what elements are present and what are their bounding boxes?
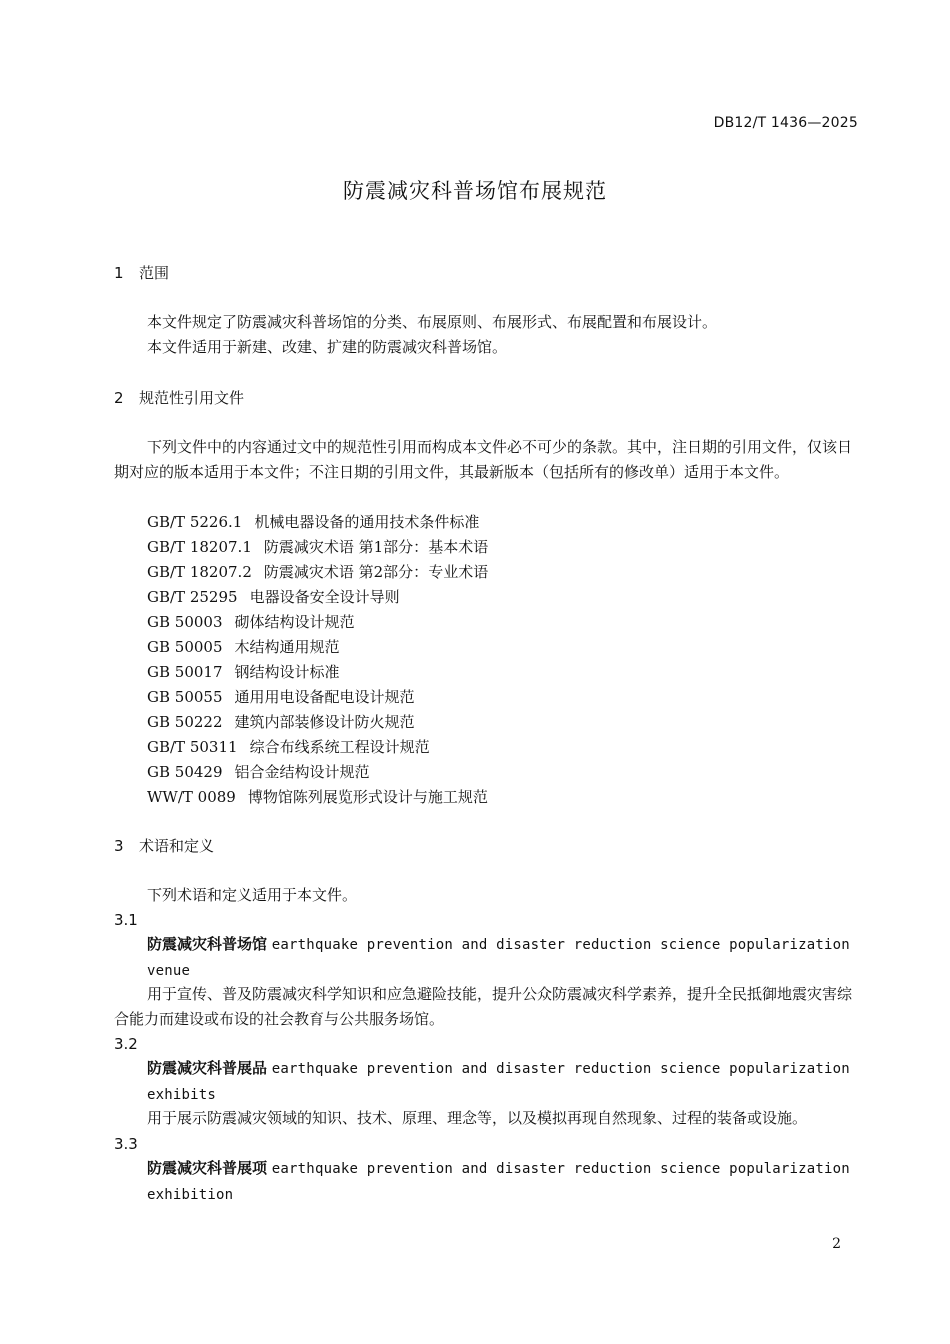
reference-name: 防震减灾术语 第2部分：专业术语 xyxy=(263,563,489,581)
term-english: earthquake prevention and disaster reduction science popularization venue xyxy=(147,937,850,979)
reference-name: 博物馆陈列展览形式设计与施工规范 xyxy=(247,788,488,806)
reference-code: GB 50055 xyxy=(147,688,223,706)
reference-item xyxy=(147,636,340,657)
reference-item xyxy=(147,661,340,682)
reference-item xyxy=(147,611,355,632)
reference-name: 机械电器设备的通用技术条件标准 xyxy=(254,513,480,531)
term-entry xyxy=(147,1056,860,1108)
section-3-heading xyxy=(114,835,214,856)
reference-code: GB 50222 xyxy=(147,713,223,731)
reference-item xyxy=(147,686,415,707)
reference-code: GB 50429 xyxy=(147,763,223,781)
term-definition: 用于展示防震减灾领域的知识、技术、原理、理念等，以及模拟再现自然现象、过程的装备或设施。 xyxy=(147,1109,808,1127)
section-title: 规范性引用文件 xyxy=(139,389,245,407)
reference-name: 电器设备安全设计导则 xyxy=(249,588,400,606)
term-english: earthquake prevention and disaster reduction science popularization exhibition xyxy=(147,1161,850,1203)
reference-item xyxy=(147,586,400,607)
reference-name: 木结构通用规范 xyxy=(234,638,340,656)
reference-name: 砌体结构设计规范 xyxy=(234,613,355,631)
reference-item xyxy=(147,786,488,807)
reference-item xyxy=(147,536,488,557)
term-english: earthquake prevention and disaster reduction science popularization exhibits xyxy=(147,1061,850,1103)
reference-name: 防震减灾术语 第1部分：基本术语 xyxy=(263,538,489,556)
term-number: 3.1 xyxy=(114,911,138,929)
section-number: 1 xyxy=(114,264,124,282)
term-entry xyxy=(147,1156,860,1208)
reference-item xyxy=(147,711,415,732)
page-number: 2 xyxy=(832,1236,841,1252)
reference-item xyxy=(147,511,479,532)
reference-name: 建筑内部装修设计防火规范 xyxy=(234,713,415,731)
reference-code: GB/T 18207.2 xyxy=(147,563,252,581)
reference-code: GB/T 5226.1 xyxy=(147,513,243,531)
term-chinese: 防震减灾科普场馆 xyxy=(147,935,268,953)
document-title: 防震减灾科普场馆布展规范 xyxy=(343,179,607,203)
reference-code: WW/T 0089 xyxy=(147,788,236,806)
reference-name: 钢结构设计标准 xyxy=(234,663,340,681)
paragraph: 本文件规定了防震减灾科普场馆的分类、布展原则、布展形式、布展配置和布展设计。 xyxy=(147,313,718,331)
reference-code: GB 50003 xyxy=(147,613,223,631)
section-number: 2 xyxy=(114,389,124,407)
paragraph: 下列文件中的内容通过文中的规范性引用而构成本文件必不可少的条款。其中，注日期的引用文件，仅该日期对应的版本适用于本文件；不注日期的引用文件，其最新版本（包括所有的修改单）适用于本文件。 xyxy=(114,438,853,481)
reference-code: GB/T 25295 xyxy=(147,588,238,606)
reference-code: GB/T 50311 xyxy=(147,738,238,756)
term-number: 3.2 xyxy=(114,1035,138,1053)
section-title: 术语和定义 xyxy=(139,837,215,855)
reference-name: 通用用电设备配电设计规范 xyxy=(234,688,415,706)
section-number: 3 xyxy=(114,837,124,855)
term-chinese: 防震减灾科普展项 xyxy=(147,1159,268,1177)
section-1-heading xyxy=(114,262,169,283)
reference-item xyxy=(147,761,370,782)
reference-code: GB 50017 xyxy=(147,663,223,681)
reference-name: 综合布线系统工程设计规范 xyxy=(249,738,430,756)
reference-code: GB/T 18207.1 xyxy=(147,538,252,556)
paragraph: 下列术语和定义适用于本文件。 xyxy=(147,886,358,904)
reference-code: GB 50005 xyxy=(147,638,223,656)
term-number: 3.3 xyxy=(114,1135,138,1153)
reference-item xyxy=(147,736,430,757)
reference-name: 铝合金结构设计规范 xyxy=(234,763,370,781)
document-number: DB12/T 1436—2025 xyxy=(713,115,858,131)
section-2-heading xyxy=(114,387,244,408)
term-definition: 用于宣传、普及防震减灾科学知识和应急避险技能，提升公众防震减灾科学素养，提升全民抵御地震灾害综合能力而建设或布设的社会教育与公共服务场馆。 xyxy=(114,985,853,1028)
paragraph: 本文件适用于新建、改建、扩建的防震减灾科普场馆。 xyxy=(147,338,508,356)
term-chinese: 防震减灾科普展品 xyxy=(147,1059,268,1077)
reference-item xyxy=(147,561,488,582)
term-entry xyxy=(147,932,860,984)
section-title: 范围 xyxy=(139,264,170,282)
